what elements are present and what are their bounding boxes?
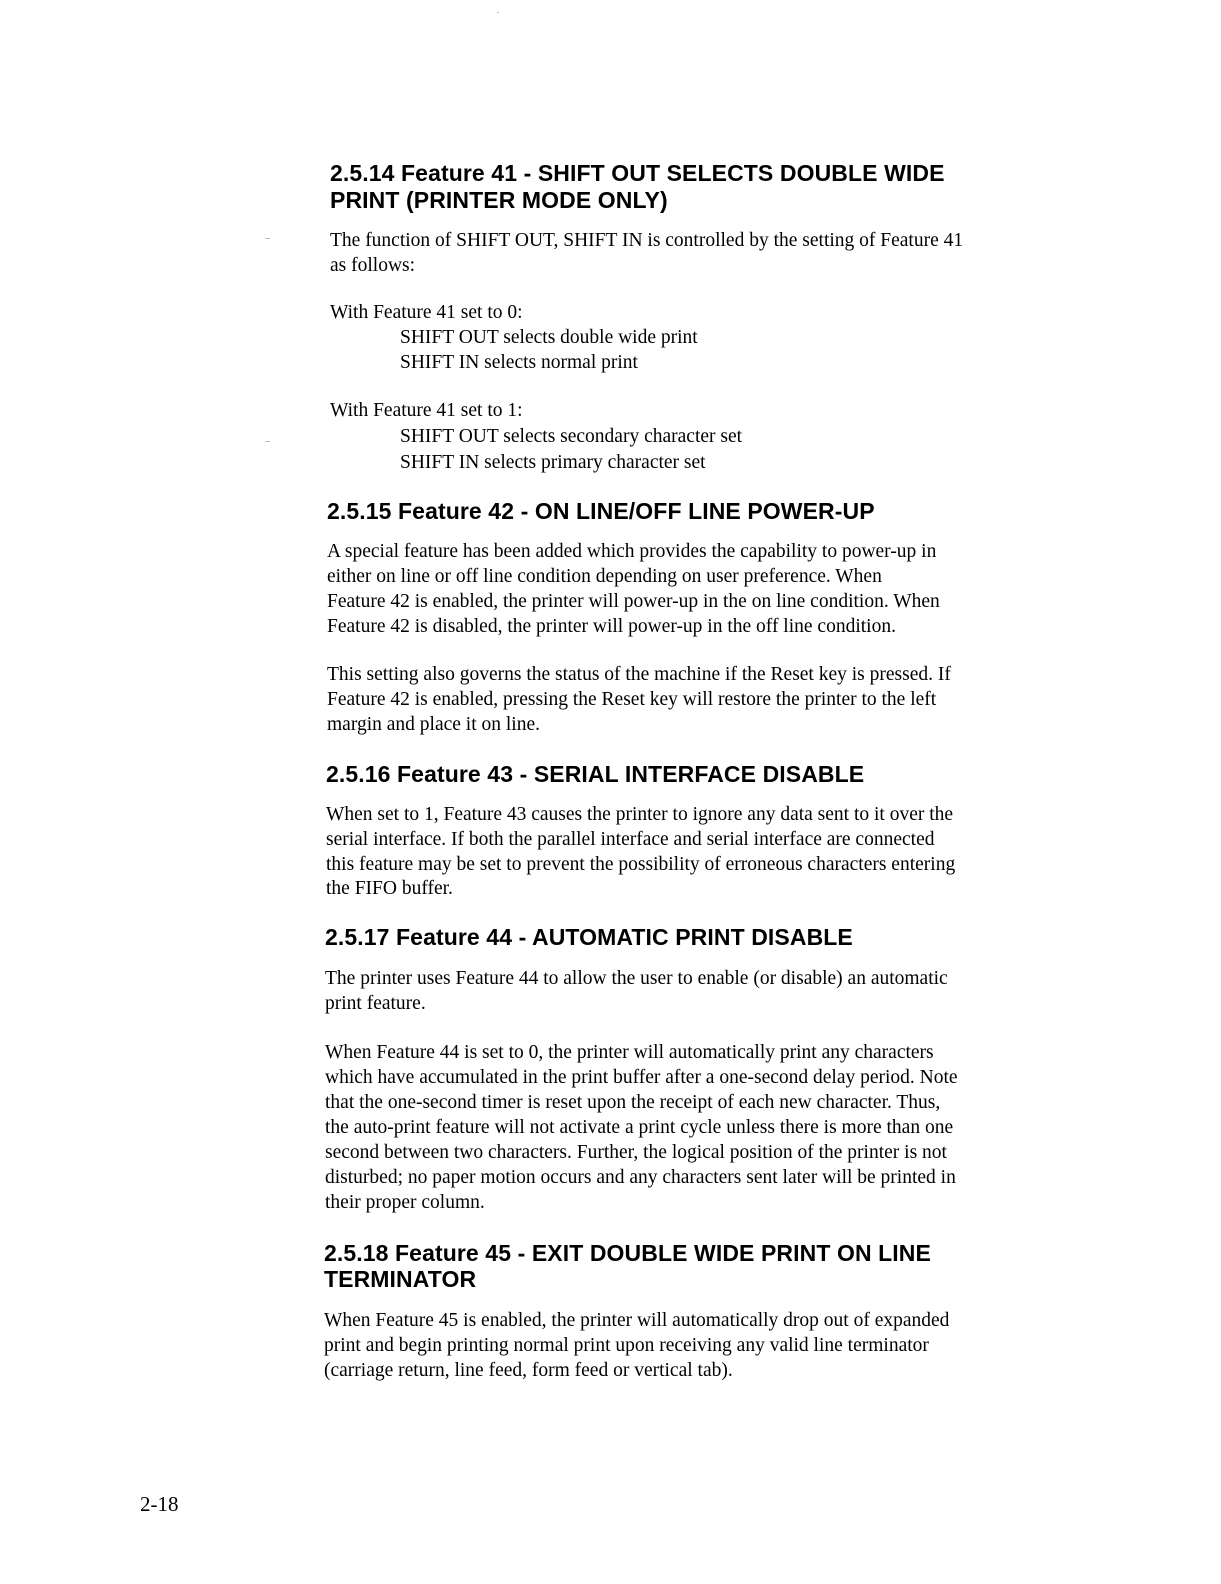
setting-item: SHIFT OUT selects secondary character set [400,426,743,447]
scan-mark [265,441,270,442]
setting-item: SHIFT OUT selects double wide print [400,327,698,348]
paragraph-line: their proper column. [325,1192,485,1213]
paragraph-line: print and begin printing normal print upon receiving any valid line terminator [324,1335,929,1356]
paragraph-line: this feature may be set to prevent the possibility of erroneous characters entering [326,854,956,875]
paragraph-line: second between two characters. Further, the logical position of the printer is not [325,1142,947,1163]
setting-label: With Feature 41 set to 0: [330,302,523,323]
paragraph-line: Feature 42 is enabled, the printer will power-up in the on line condition. When [327,591,940,612]
paragraph-line: serial interface. If both the parallel interface and serial interface are connected [326,829,935,850]
setting-item: SHIFT IN selects primary character set [400,452,706,473]
paragraph-line: that the one-second timer is reset upon the receipt of each new character. Thus, [325,1092,941,1113]
paragraph-line: print feature. [325,993,426,1014]
paragraph-line: When set to 1, Feature 43 causes the printer to ignore any data sent to it over the [326,804,954,825]
section-heading: 2.5.15 Feature 42 - ON LINE/OFF LINE POWER-UP [327,498,875,524]
paragraph-line: the FIFO buffer. [326,878,453,899]
paragraph-line: The printer uses Feature 44 to allow the user to enable (or disable) an automatic [325,968,948,989]
paragraph-line: margin and place it on line. [327,714,540,735]
section-heading-continued: PRINT (PRINTER MODE ONLY) [330,187,668,213]
paragraph-line: Feature 42 is disabled, the printer will power-up in the off line condition. [327,616,896,637]
paragraph-line: This setting also governs the status of the machine if the Reset key is pressed. If [327,664,951,685]
paragraph-line: either on line or off line condition depending on user preference. When [327,566,882,587]
paragraph-line: When Feature 44 is set to 0, the printer will automatically print any characters [325,1042,934,1063]
page-number: 2-18 [140,1492,179,1516]
section-heading-continued: TERMINATOR [324,1266,477,1292]
paragraph-line: Feature 42 is enabled, pressing the Reset key will restore the printer to the left [327,689,937,710]
setting-label: With Feature 41 set to 1: [330,400,523,421]
paragraph-line: which have accumulated in the print buffer after a one-second delay period. Note [325,1067,958,1088]
scan-mark [497,12,499,13]
paragraph-line: The function of SHIFT OUT, SHIFT IN is controlled by the setting of Feature 41 [330,230,964,251]
paragraph-line: disturbed; no paper motion occurs and any characters sent later will be printed in [325,1167,956,1188]
paragraph-line: the auto-print feature will not activate a print cycle unless there is more than one [325,1117,954,1138]
paragraph-line: When Feature 45 is enabled, the printer will automatically drop out of expanded [324,1310,950,1331]
setting-item: SHIFT IN selects normal print [400,352,638,373]
section-heading: 2.5.14 Feature 41 - SHIFT OUT SELECTS DOUBLE WIDE [330,160,945,186]
section-heading: 2.5.16 Feature 43 - SERIAL INTERFACE DISABLE [326,761,865,787]
paragraph-line: as follows: [330,255,416,276]
section-heading: 2.5.18 Feature 45 - EXIT DOUBLE WIDE PRINT ON LINE [324,1240,931,1266]
paragraph-line: (carriage return, line feed, form feed or vertical tab). [324,1360,733,1381]
scan-mark [265,238,270,239]
paragraph-line: A special feature has been added which provides the capability to power-up in [327,541,937,562]
section-heading: 2.5.17 Feature 44 - AUTOMATIC PRINT DISABLE [325,924,853,950]
